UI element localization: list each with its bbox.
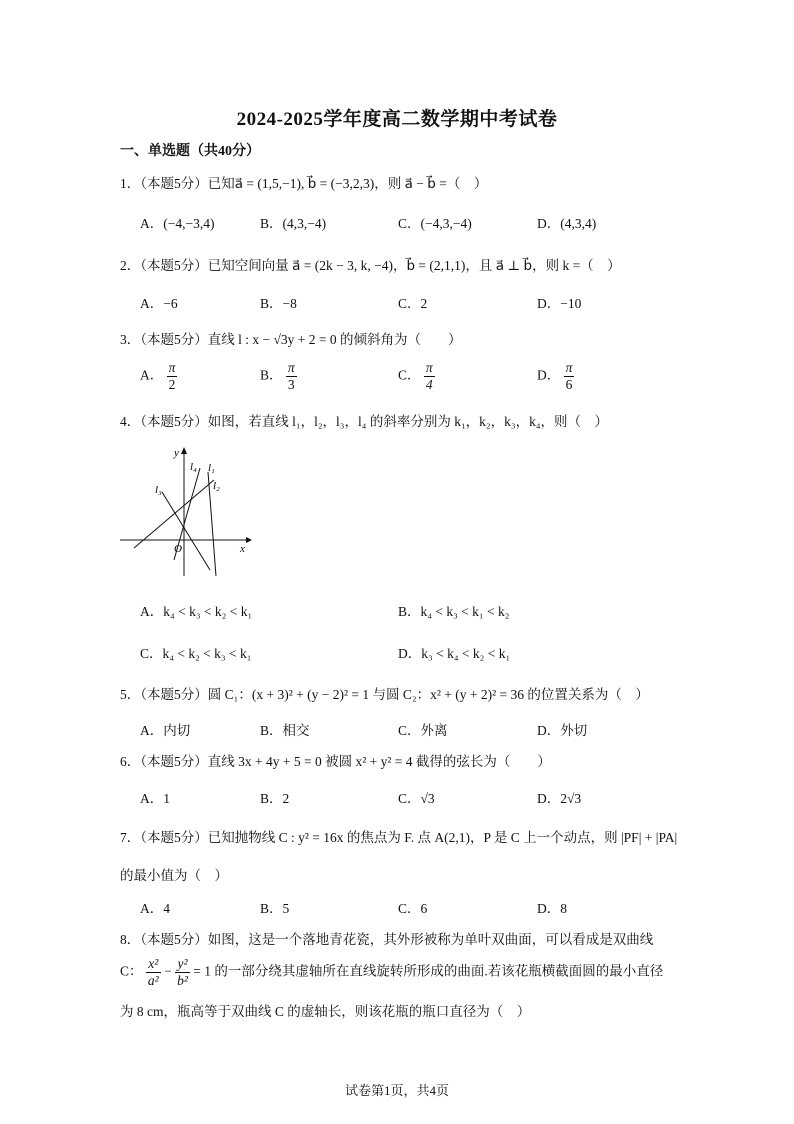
q2-option-c[interactable]: C．2 xyxy=(398,296,428,311)
x-axis-arrow xyxy=(246,537,252,543)
q4-option-c[interactable]: C．k₄ < k₂ < k₃ < k₁ xyxy=(140,646,252,661)
q4-option-a[interactable]: A．k₄ < k₃ < k₂ < k₁ xyxy=(140,604,253,619)
q8-curve-prefix: C： xyxy=(120,963,143,979)
l1-label: l₁ xyxy=(208,462,215,474)
q5-option-a[interactable]: A．内切 xyxy=(140,723,191,738)
q6-option-a[interactable]: A．1 xyxy=(140,791,170,806)
line-l2 xyxy=(134,480,214,548)
question-8-stem: 8．（本题5分）如图，这是一个落地青花瓷，其外形被称为单叶双曲面，可以看成是双曲线 xyxy=(120,932,654,947)
q1-option-d[interactable]: D．(4,3,4) xyxy=(537,216,597,231)
q7-option-c[interactable]: C．6 xyxy=(398,901,428,916)
question-7-stem-continued: 的最小值为（ ） xyxy=(120,868,228,883)
q7-option-b[interactable]: B．5 xyxy=(260,901,290,916)
q4-option-d[interactable]: D．k₃ < k₄ < k₂ < k₁ xyxy=(398,646,511,661)
q1-option-b[interactable]: B．(4,3,−4) xyxy=(260,216,327,231)
question-8-stem-line-2 xyxy=(120,956,663,989)
page-footer: 试卷第1页，共4页 xyxy=(344,1083,449,1098)
q5-option-b[interactable]: B．相交 xyxy=(260,723,310,738)
q3-option-a[interactable] xyxy=(140,360,177,393)
q6-option-d[interactable]: D．2√3 xyxy=(537,791,582,806)
section-heading: 一、单选题（共40分） xyxy=(120,144,260,159)
q3-option-d[interactable] xyxy=(537,360,574,393)
q6-option-c[interactable]: C．√3 xyxy=(398,791,435,806)
q3-option-a-fraction: $\frac{\pi}{2}$ xyxy=(168,360,176,392)
question-6-stem: 6．（本题5分）直线 3x + 4y + 5 = 0 被圆 x² + y² = 4 截得的弦长为（ ） xyxy=(120,754,551,769)
q6-option-b[interactable]: B．2 xyxy=(260,791,290,806)
q3-option-b-letter: B． xyxy=(260,367,283,383)
q2-option-a[interactable]: A．−6 xyxy=(140,296,178,311)
q3-option-c-fraction: $\frac{\pi}{4}$ xyxy=(425,360,433,392)
x-axis-label: x xyxy=(240,543,245,555)
q8-fraction-x: $\frac{\text{x²}}{\text{a²}}$ xyxy=(147,956,159,988)
q3-option-c-letter: C． xyxy=(398,367,421,383)
q3-option-d-fraction: $\frac{\pi}{6}$ xyxy=(565,360,573,392)
q7-option-a[interactable]: A．4 xyxy=(140,901,170,916)
q3-option-c[interactable] xyxy=(398,360,435,393)
q8-minus: − xyxy=(164,963,172,979)
q3-option-b-fraction: $\frac{\pi}{3}$ xyxy=(287,360,295,392)
l4-label: l₄ xyxy=(190,461,197,473)
q4-line-figure xyxy=(118,444,253,579)
q1-option-a[interactable]: A．(−4,−3,4) xyxy=(140,216,215,231)
l2-label: l₂ xyxy=(213,480,220,492)
q8-fraction-y: $\frac{\text{y²}}{\text{b²}}$ xyxy=(177,956,188,988)
question-3-stem: 3．（本题5分）直线 l : x − √3y + 2 = 0 的倾斜角为（ ） xyxy=(120,332,462,347)
q3-option-d-letter: D． xyxy=(537,367,561,383)
page-title: 2024-2025学年度高二数学期中考试卷 xyxy=(236,109,558,130)
q2-option-d[interactable]: D．−10 xyxy=(537,296,582,311)
origin-label: O xyxy=(174,543,182,555)
q2-option-b[interactable]: B．−8 xyxy=(260,296,297,311)
question-4-stem: 4．（本题5分）如图，若直线 l₁，l₂，l₃，l₄ 的斜率分别为 k₁，k₂，k₃，k₄，则（ ） xyxy=(120,414,609,429)
q5-option-d[interactable]: D．外切 xyxy=(537,723,588,738)
q5-option-c[interactable]: C．外离 xyxy=(398,723,448,738)
q1-option-c[interactable]: C．(−4,3,−4) xyxy=(398,216,472,231)
y-axis-label: y xyxy=(174,447,179,459)
y-axis-arrow xyxy=(181,447,187,454)
q8-curve-suffix: = 1 的一部分绕其虚轴所在直线旋转所形成的曲面.若该花瓶横截面圆的最小直径 xyxy=(193,963,664,979)
question-7-stem: 7．（本题5分）已知抛物线 C : y² = 16x 的焦点为 F. 点 A(2,1)，P 是 C 上一个动点，则 |PF| + |PA| xyxy=(120,830,678,845)
q7-option-d[interactable]: D．8 xyxy=(537,901,567,916)
question-1-stem: 1．（本题5分）已知a⃗ = (1,5,−1), b⃗ = (−3,2,3)，则 a⃗ − b⃗ =（ ） xyxy=(120,176,488,191)
question-5-stem: 5．（本题5分）圆 C₁：(x + 3)² + (y − 2)² = 1 与圆 C₂：x² + (y + 2)² = 36 的位置关系为（ ） xyxy=(120,687,649,702)
q3-option-a-letter: A． xyxy=(140,367,164,383)
q3-option-b[interactable] xyxy=(260,360,297,393)
l3-label: l₃ xyxy=(155,484,162,496)
q4-option-b[interactable]: B．k₄ < k₃ < k₁ < k₂ xyxy=(398,604,510,619)
question-2-stem: 2．（本题5分）已知空间向量 a⃗ = (2k − 3, k, −4)，b⃗ = (2,1,1)，且 a⃗ ⊥ b⃗，则 k =（ ） xyxy=(120,258,621,273)
question-8-stem-line-3: 为 8 cm，瓶高等于双曲线 C 的虚轴长，则该花瓶的瓶口直径为（ ） xyxy=(120,1004,531,1019)
